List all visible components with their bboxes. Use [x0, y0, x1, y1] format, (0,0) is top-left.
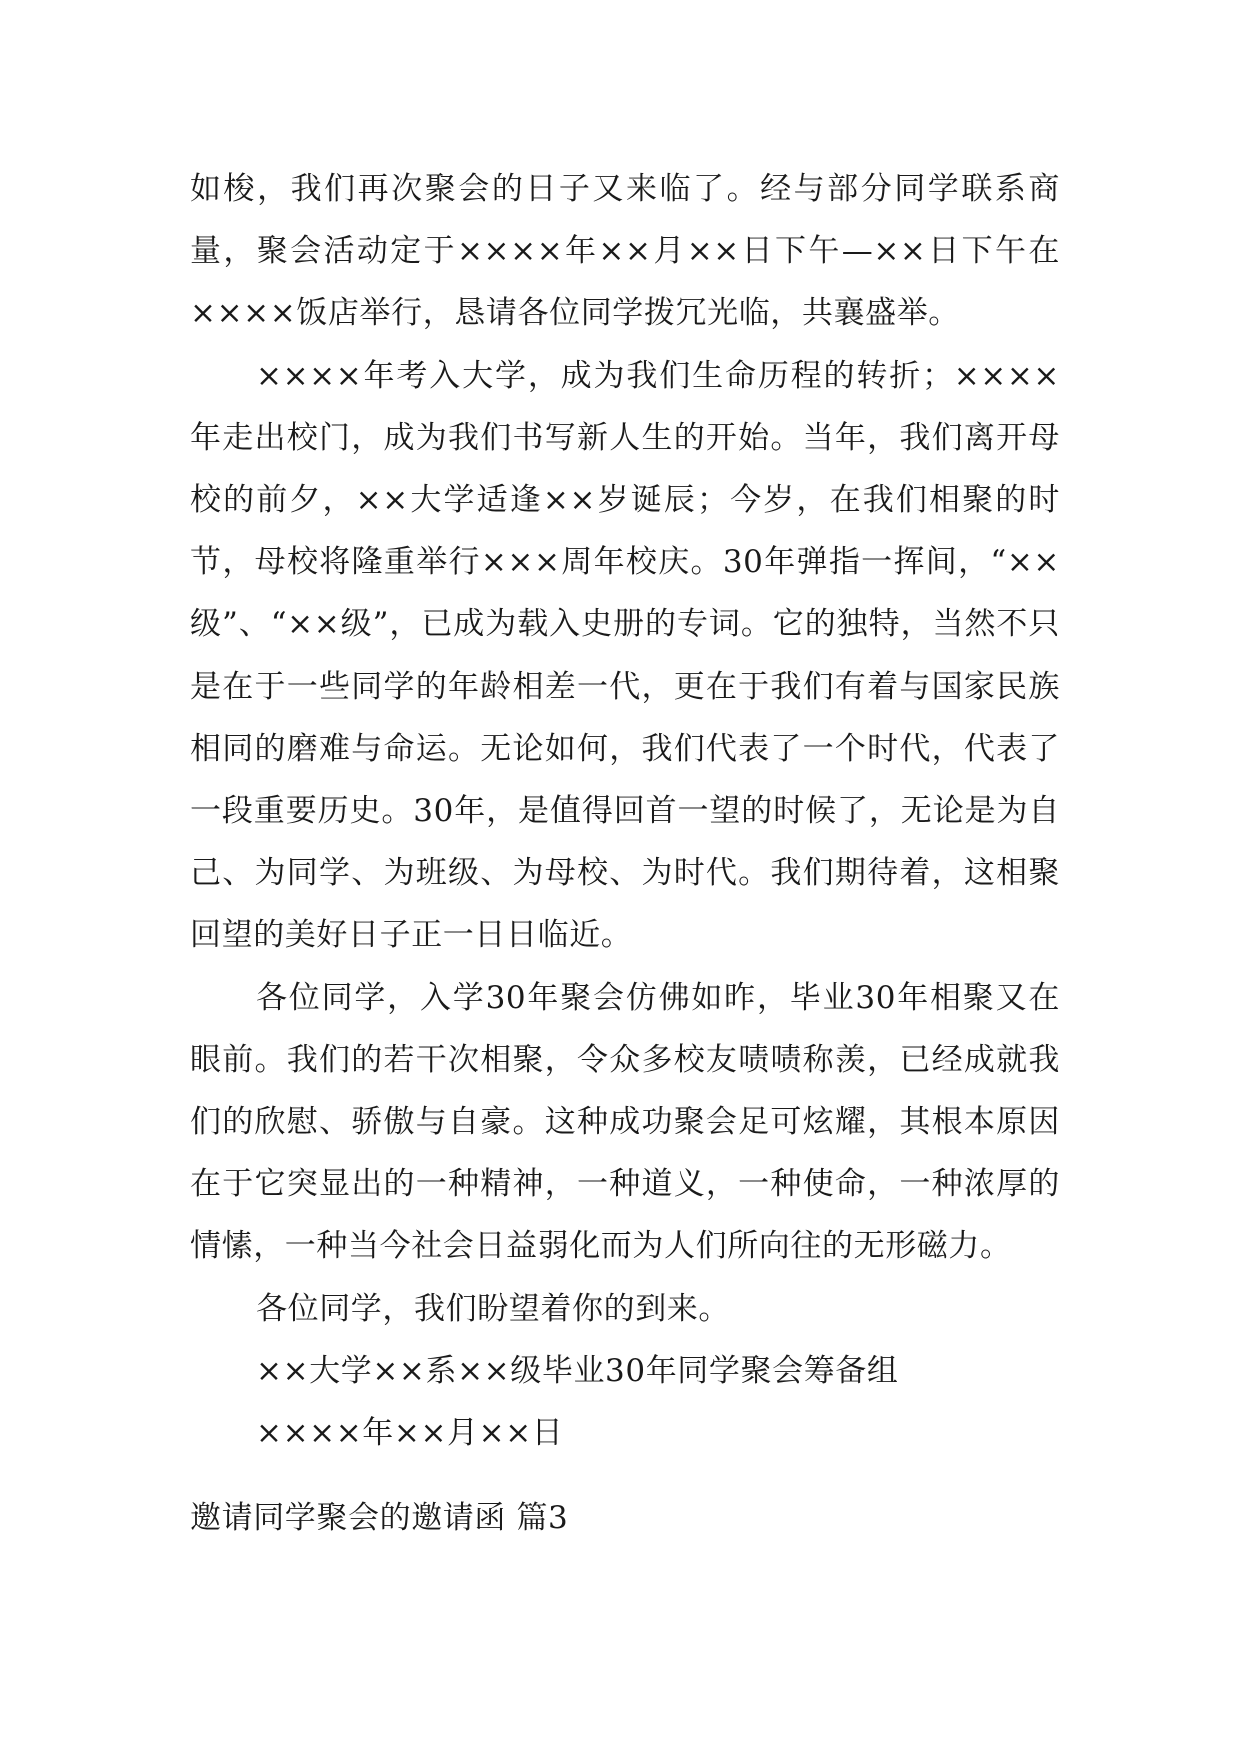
- letter-body: [190, 158, 1060, 1464]
- paragraph-4: 各位同学，我们盼望着你的到来。: [256, 1290, 730, 1327]
- section-heading: 邀请同学聚会的邀请函 篇3: [190, 1500, 569, 1536]
- paragraph-3: 各位同学，入学30年聚会仿佛如昨，毕业30年相聚又在眼前。我们的若干次相聚，令众多校友啧啧称羡，已经成就我们的欣慰、骄傲与自豪。这种成功聚会足可炫耀，其根本原因在于它突显出的一种精神，一种道义，一种使命，一种浓厚的情愫，一种当今社会日益弱化而为人们所向往的无形磁力。: [190, 979, 1060, 1265]
- date-line: ××××年××月××日: [256, 1415, 564, 1452]
- paragraph-1: 如梭，我们再次聚会的日子又来临了。经与部分同学联系商量，聚会活动定于××××年××月××日下午—××日下午在××××饭店举行，恳请各位同学拨冗光临，共襄盛举。: [190, 171, 1060, 332]
- signature-line: ××大学××系××级毕业30年同学聚会筹备组: [256, 1352, 899, 1389]
- paragraph-2: ××××年考入大学，成为我们生命历程的转折；××××年走出校门，成为我们书写新人生的开始。当年，我们离开母校的前夕，××大学适逢××岁诞辰；今岁，在我们相聚的时节，母校将隆重举行×××周年校庆。30年弹指一挥间，“××级”、“××级”，已成为载入史册的专词。它的独特，当然不只是在于一些同学的年龄相差一代，更在于我们有着与国家民族相同的磨难与命运。无论如何，我们代表了一个时代，代表了一段重要历史。30年，是值得回首一望的时候了，无论是为自己、为同学、为班级、为母校、为时代。我们期待着，这相聚回望的美好日子正一日日临近。: [190, 357, 1060, 954]
